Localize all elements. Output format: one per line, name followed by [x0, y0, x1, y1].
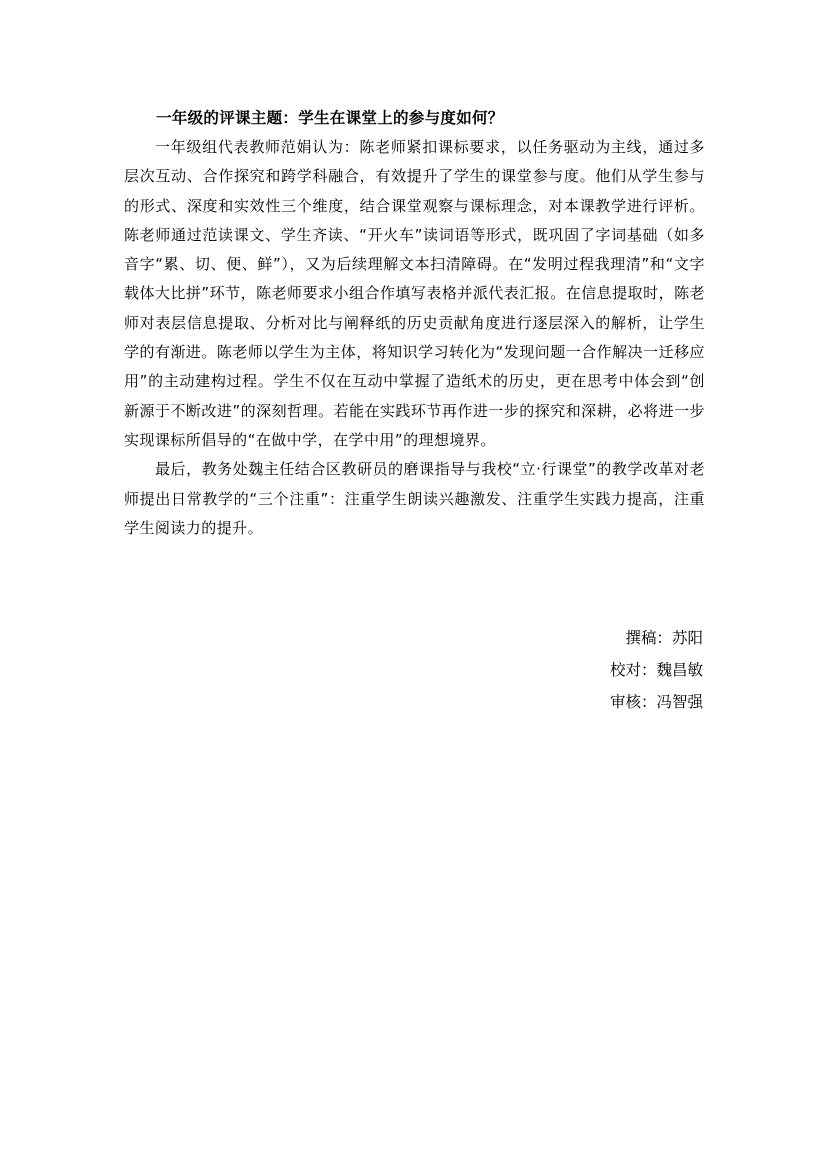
- section-heading: 一年级的评课主题：学生在课堂上的参与度如何？: [156, 109, 504, 127]
- proofreader-credit: 校对：魏昌敏: [609, 661, 703, 679]
- paragraph-conclusion: 最后，教务处魏主任结合区教研员的磨课指导与我校“立·行课堂”的教学改革对老师提出日常教学的“三个注重”：注重学生朗读兴趣激发、注重学生实践力提高，注重学生阅读力的提升。: [124, 460, 705, 537]
- paragraph-evaluation: 一年级组代表教师范娟认为：陈老师紧扣课标要求，以任务驱动为主线，通过多层次互动、合作探究和跨学科融合，有效提升了学生的课堂参与度。他们从学生参与的形式、深度和实效性三个维度，结合课堂观察与课标理念，对本课教学进行评析。 陈老师通过范读课文、学生齐读、“开火车”读词语等形式，既巩固了字词基础（如多音字“累、切、便、鲜”），又为后续理解文本扫清障碍。在“发明过程我理清”和“文字载体大比拼”环节，陈老师要求小组合作填写表格并派代表汇报。在信息提取时，陈老师对表层信息提取、分析对比与阐释纸的历史贡献角度进行逐层深入的解析，让学生学的有渐进。陈老师以学生为主体，将知识学习转化为“发现问题一合作解决一迁移应用”的主动建构过程。学生不仅在互动中掌握了造纸术的历史，更在思考中体会到“创新源于不断改进”的深刻哲理。若能在实践环节再作进一步的探究和深耕，必将进一步实现课标所倡导的“在做中学，在学中用”的理想境界。: [124, 138, 705, 449]
- document-body: [124, 106, 705, 543]
- reviewer-credit: 审核：冯智强: [609, 693, 703, 711]
- signature-block: [463, 622, 703, 718]
- writer-credit: 撰稿：苏阳: [625, 629, 703, 647]
